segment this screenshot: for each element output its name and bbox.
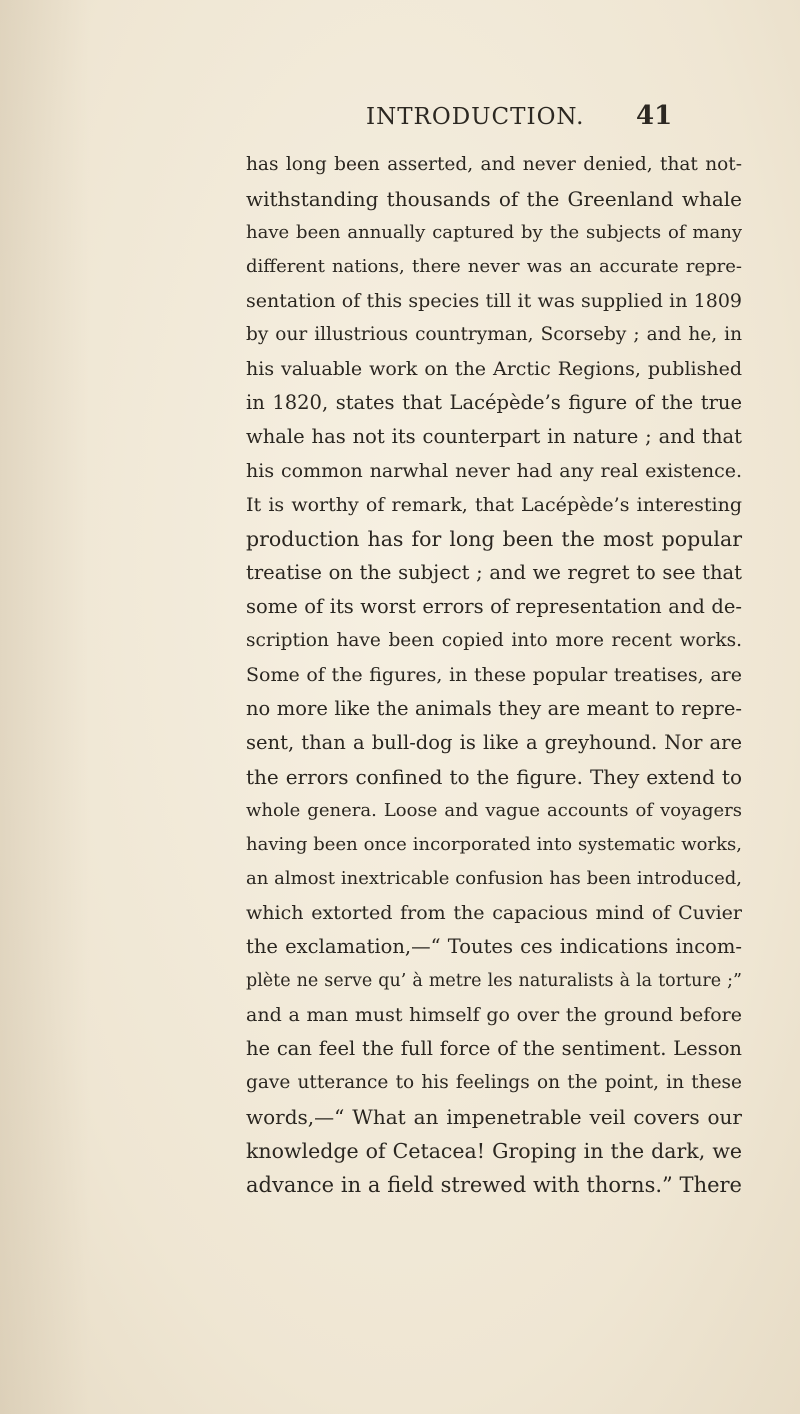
text-line: scription have been copied into more recent works. (246, 630, 742, 651)
page-number: 41 (636, 101, 673, 131)
text-line: advance in a field strewed with thorns.” There (246, 1173, 742, 1197)
text-line: Some of the figures, in these popular treatises, are (246, 664, 742, 686)
text-line: withstanding thousands of the Greenland whale (246, 187, 742, 211)
text-line: plète ne serve qu’ à metre les naturalists à la torture ;” (246, 971, 742, 991)
text-line: by our illustrious countryman, Scorseby ; and he, in (246, 324, 742, 345)
text-line: the errors confined to the figure. They extend to (246, 765, 742, 789)
text-line: his common narwhal never had any real existence. (246, 460, 742, 482)
text-line: gave utterance to his feelings on the point, in these (246, 1072, 742, 1093)
text-line: whale has not its counterpart in nature ; and that (246, 425, 742, 448)
text-line: in 1820, states that Lacépède’s figure of the true (246, 391, 742, 414)
text-line: and a man must himself go over the ground before (246, 1004, 742, 1026)
text-line: sent, than a bull-dog is like a greyhound. Nor are (246, 731, 742, 754)
text-line: his valuable work on the Arctic Regions, published (246, 358, 742, 380)
text-line: different nations, there never was an accurate repre- (246, 256, 742, 277)
page-header (0, 101, 800, 144)
text-line: It is worthy of remark, that Lacépède’s interesting (246, 494, 742, 516)
text-line: production has for long been the most popular (246, 527, 742, 551)
text-line: have been annually captured by the subjects of many (246, 222, 742, 243)
text-line: the exclamation,—“ Toutes ces indications incom- (246, 935, 742, 958)
text-line: which extorted from the capacious mind of Cuvier (246, 902, 742, 924)
text-line: has long been asserted, and never denied, that not- (246, 154, 742, 175)
text-line: having been once incorporated into systematic works, (246, 834, 742, 855)
text-line: no more like the animals they are meant to repre- (246, 697, 742, 720)
text-line: sentation of this species till it was supplied in 1809 (246, 290, 742, 312)
text-line: an almost inextricable confusion has been introduced, (246, 868, 742, 889)
text-line: treatise on the subject ; and we regret to see that (246, 561, 742, 584)
text-line: words,—“ What an impenetrable veil covers our (246, 1105, 742, 1129)
text-line: he can feel the full force of the sentiment. Lesson (246, 1037, 742, 1060)
text-line: some of its worst errors of representation and de- (246, 595, 742, 618)
text-line: knowledge of Cetacea! Groping in the dark, we (246, 1139, 742, 1163)
text-line: whole genera. Loose and vague accounts of voyagers (246, 800, 742, 821)
running-head: INTRODUCTION. (366, 104, 585, 130)
page-edge-shadow (0, 0, 90, 1414)
